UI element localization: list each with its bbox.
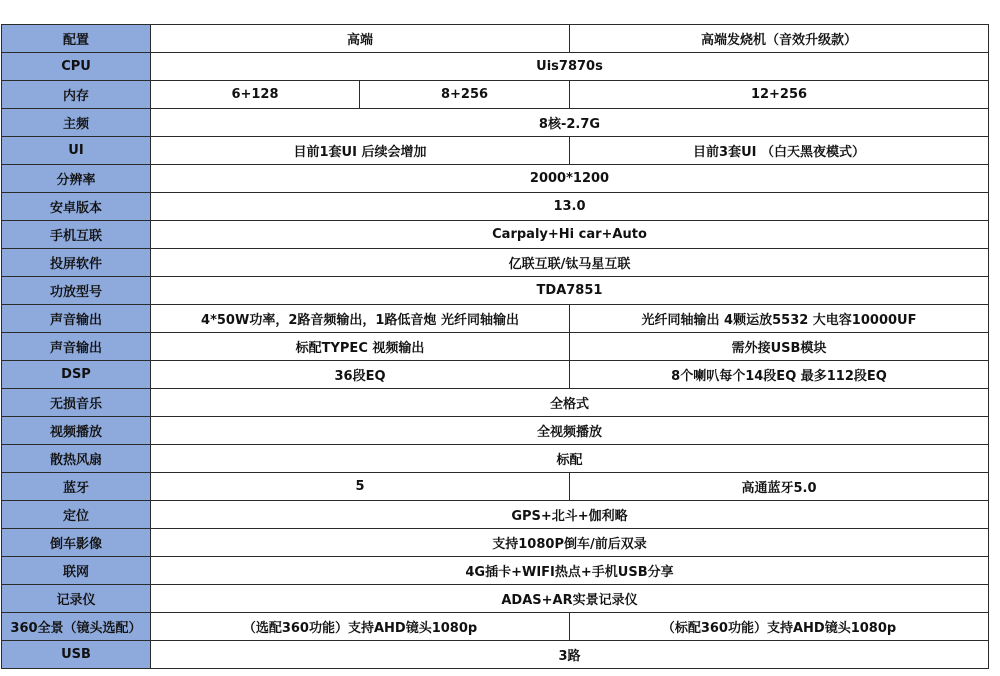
table-row xyxy=(2,389,989,417)
value-cell: 13.0 xyxy=(151,193,989,221)
value-cell: 2000*1200 xyxy=(151,165,989,193)
value-cell: 4G插卡+WIFI热点+手机USB分享 xyxy=(151,557,989,585)
value-cell: 6+128 xyxy=(151,81,360,109)
table-row xyxy=(2,641,989,669)
row-label: 声音输出 xyxy=(2,333,151,361)
table-row xyxy=(2,585,989,613)
table-row xyxy=(2,305,989,333)
row-label: 内存 xyxy=(2,81,151,109)
value-cell: 光纤同轴输出 4颗运放5532 大电容10000UF xyxy=(570,305,989,333)
value-cell: 8核-2.7G xyxy=(151,109,989,137)
table-row xyxy=(2,277,989,305)
row-label: DSP xyxy=(2,361,151,389)
row-label: 功放型号 xyxy=(2,277,151,305)
value-cell: 标配TYPEC 视频输出 xyxy=(151,333,570,361)
table-row xyxy=(2,361,989,389)
value-cell: 支持1080P倒车/前后双录 xyxy=(151,529,989,557)
row-label: 记录仪 xyxy=(2,585,151,613)
value-cell: 需外接USB模块 xyxy=(570,333,989,361)
row-label: 手机互联 xyxy=(2,221,151,249)
table-row xyxy=(2,249,989,277)
value-cell: Uis7870s xyxy=(151,53,989,81)
value-cell: 目前3套UI （白天黑夜模式） xyxy=(570,137,989,165)
value-cell: 全格式 xyxy=(151,389,989,417)
table-row xyxy=(2,417,989,445)
table-row xyxy=(2,81,989,109)
table-row xyxy=(2,333,989,361)
table-row xyxy=(2,221,989,249)
spec-table-body xyxy=(2,25,989,669)
value-cell: 8个喇叭每个14段EQ 最多112段EQ xyxy=(570,361,989,389)
value-cell: 目前1套UI 后续会增加 xyxy=(151,137,570,165)
table-row xyxy=(2,445,989,473)
table-row xyxy=(2,165,989,193)
row-label: 主频 xyxy=(2,109,151,137)
row-label: 360全景（镜头选配） xyxy=(2,613,151,641)
table-row xyxy=(2,53,989,81)
value-cell: 5 xyxy=(151,473,570,501)
value-cell: ADAS+AR实景记录仪 xyxy=(151,585,989,613)
value-cell: TDA7851 xyxy=(151,277,989,305)
row-label: 散热风扇 xyxy=(2,445,151,473)
table-row xyxy=(2,473,989,501)
value-cell: 4*50W功率，2路音频输出，1路低音炮 光纤同轴输出 xyxy=(151,305,570,333)
value-cell: 高端发烧机（音效升级款） xyxy=(570,25,989,53)
row-label: 无损音乐 xyxy=(2,389,151,417)
value-cell: 高端 xyxy=(151,25,570,53)
value-cell: Carpaly+Hi car+Auto xyxy=(151,221,989,249)
value-cell: （标配360功能）支持AHD镜头1080p xyxy=(570,613,989,641)
row-label: 倒车影像 xyxy=(2,529,151,557)
table-row xyxy=(2,501,989,529)
row-label: 定位 xyxy=(2,501,151,529)
table-row xyxy=(2,137,989,165)
table-row xyxy=(2,25,989,53)
row-label: 联网 xyxy=(2,557,151,585)
table-row xyxy=(2,193,989,221)
row-label: CPU xyxy=(2,53,151,81)
table-row xyxy=(2,529,989,557)
spec-table xyxy=(1,24,989,669)
value-cell: 36段EQ xyxy=(151,361,570,389)
row-label: 投屏软件 xyxy=(2,249,151,277)
value-cell: 标配 xyxy=(151,445,989,473)
row-label: 配置 xyxy=(2,25,151,53)
row-label: 声音输出 xyxy=(2,305,151,333)
value-cell: 12+256 xyxy=(570,81,989,109)
table-row xyxy=(2,109,989,137)
row-label: 视频播放 xyxy=(2,417,151,445)
value-cell: 8+256 xyxy=(360,81,570,109)
table-row xyxy=(2,557,989,585)
value-cell: 全视频播放 xyxy=(151,417,989,445)
value-cell: （选配360功能）支持AHD镜头1080p xyxy=(151,613,570,641)
value-cell: 高通蓝牙5.0 xyxy=(570,473,989,501)
table-row xyxy=(2,613,989,641)
value-cell: 3路 xyxy=(151,641,989,669)
value-cell: GPS+北斗+伽利略 xyxy=(151,501,989,529)
value-cell: 亿联互联/钛马星互联 xyxy=(151,249,989,277)
row-label: UI xyxy=(2,137,151,165)
row-label: 安卓版本 xyxy=(2,193,151,221)
row-label: 分辨率 xyxy=(2,165,151,193)
row-label: USB xyxy=(2,641,151,669)
row-label: 蓝牙 xyxy=(2,473,151,501)
